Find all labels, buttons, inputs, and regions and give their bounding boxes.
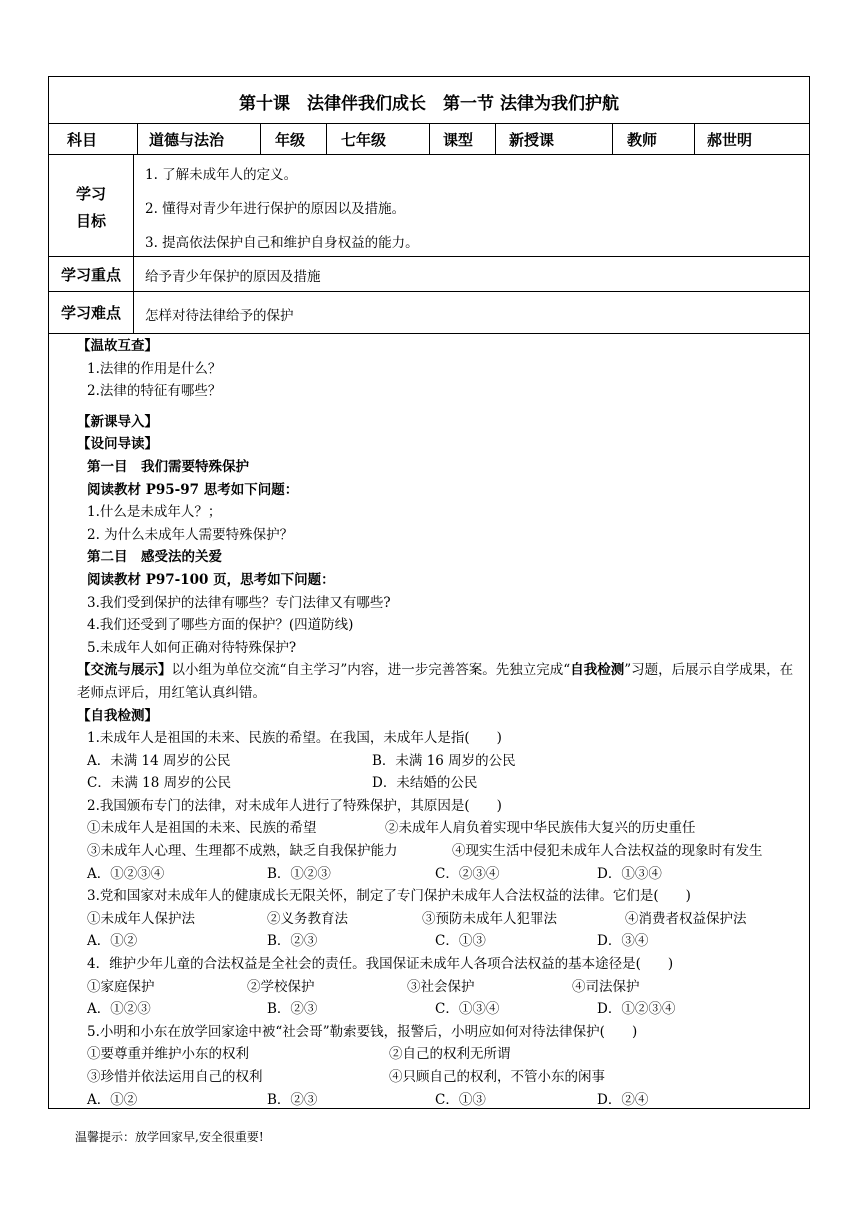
option: A．①② [87,1091,138,1108]
question-stem: 1.未成年人是祖国的未来、民族的希望。在我国，未成年人是指( ) [87,730,502,747]
question-stem: 4．维护少年儿童的合法权益是全社会的责任。我国保证未成年人各项合法权益的基本途径是( ) [87,956,674,973]
review-question: 1.法律的作用是什么？ [87,360,222,377]
statement-row [77,908,807,931]
question-stem: 3.党和国家对未成年人的健康成长无限关怀，制定了专门保护未成年人合法权益的法律。它们是( ) [87,888,691,905]
statement: ②学校保护 [247,978,315,995]
question-stem: 5.小明和小东在放学回家途中被“社会哥”勒索要钱，报警后，小明应如何对待法律保护( ) [87,1023,638,1040]
option: A．①②③④ [87,865,165,882]
option-row [77,863,807,886]
option: D．②④ [597,1091,649,1108]
row-divider [49,256,809,257]
key-point-text: 给予青少年保护的原因及措施 [145,269,321,285]
selfcheck-heading: 【自我检测】 [77,707,158,724]
row-divider [49,333,809,334]
option: D．①②③④ [597,1001,676,1018]
statement: ③珍惜并依法运用自己的权利 [87,1069,263,1085]
statement: ②自己的权利无所谓 [389,1046,511,1063]
guide-heading: 【设问导读】 [77,436,158,453]
goal-item: 2. 懂得对青少年进行保护的原因以及措施。 [145,201,406,217]
option: B．①②③ [267,865,331,882]
teacher-label: 教师 [627,131,658,149]
statement: ①未成年人保护法 [87,910,195,927]
option-row [77,930,807,953]
option: D．③④ [597,933,649,950]
exchange-highlight: 自我检测 [570,662,625,679]
option: A．①② [87,933,138,950]
col-divider [694,123,695,154]
statement: ④司法保护 [572,978,640,995]
difficulty-text: 怎样对待法律给予的保护 [145,308,294,324]
statement: ③预防未成年人犯罪法 [422,910,557,927]
statement-row [77,817,807,840]
part2-question: 5.未成年人如何正确对待特殊保护? [87,639,297,656]
statement-row [77,1066,807,1089]
type-value: 新授课 [509,131,555,149]
option-row [77,772,807,795]
part2-question: 3.我们受到保护的法律有哪些？专门法律又有哪些? [87,594,391,611]
question-stem: 2.我国颁布专门的法律，对未成年人进行了特殊保护，其原因是( ) [87,797,502,814]
statement: ④现实生活中侵犯未成年人合法权益的现象时有发生 [452,843,763,860]
worksheet-table [48,76,810,1109]
statement: ②未成年人肩负着实现中华民族伟大复兴的历史重任 [385,820,696,837]
option: C．①③ [435,933,486,950]
part1-heading: 第一目 我们需要特殊保护 [87,458,249,475]
part2-heading: 第二目 感受法的关爱 [87,549,222,566]
goals-label-line1: 学习 [75,185,106,203]
goal-item: 1. 了解未成年人的定义。 [145,167,298,183]
key-point-label: 学习重点 [60,266,121,284]
option: D．①③④ [597,865,662,882]
part1-reading: 阅读教材 P95-97 思考如下问题： [87,481,299,498]
statement: ①家庭保护 [87,978,155,995]
exchange-text: ”习题，后展示自学成果，在老师点评后，用红笔认真纠错。 [77,662,794,701]
row-divider [49,154,809,155]
review-question: 2.法律的特征有哪些？ [87,383,222,400]
option-row [77,750,807,773]
option: A．未满 14 周岁的公民 [87,752,231,769]
subject-label: 科目 [67,131,98,149]
option: C．未满 18 周岁的公民 [87,775,232,792]
option: B．②③ [267,1091,318,1108]
grade-value: 七年级 [341,131,387,149]
col-divider [326,123,327,154]
statement: ④只顾自己的权利，不管小东的闲事 [389,1069,605,1085]
exchange-text: 以小组为单位交流“自主学习”内容，进一步完善答案。先独立完成“ [171,662,571,679]
col-divider [260,123,261,154]
footer-tip: 温馨提示：放学回家早,安全很重要! [75,1130,264,1144]
col-divider [429,123,430,154]
col-divider [133,154,134,333]
exchange-paragraph [77,659,805,704]
option: C．①③ [435,1091,486,1108]
statement: ②义务教育法 [267,910,348,927]
option-row [77,1089,807,1112]
option: B．②③ [267,1001,318,1018]
statement: ④消费者权益保护法 [625,910,747,927]
row-divider [49,291,809,292]
teacher-value: 郝世明 [707,131,753,149]
statement-row [77,976,807,999]
statement: ①要尊重并维护小东的权利 [87,1046,249,1063]
option: D．未结婚的公民 [372,775,478,792]
col-divider [137,123,138,154]
part2-reading: 阅读教材 P97-100 页，思考如下问题： [87,571,335,588]
option: C．②③④ [435,865,500,882]
grade-label: 年级 [275,131,306,149]
statement: ③社会保护 [407,978,475,995]
option: C．①③④ [435,1001,500,1018]
statement: ③未成年人心理、生理都不成熟，缺乏自我保护能力 [87,843,398,860]
col-divider [612,123,613,154]
part1-question: 1.什么是未成年人？； [87,504,222,521]
statement-row [77,1043,807,1066]
exchange-heading: 【交流与展示】 [77,662,172,679]
option: B．②③ [267,933,318,950]
statement: ①未成年人是祖国的未来、民族的希望 [87,820,317,837]
review-heading: 【温故互查】 [77,338,158,354]
page-title: 第十课 法律伴我们成长 第一节 法律为我们护航 [239,94,619,114]
subject-value: 道德与法治 [149,131,225,149]
goal-item: 3. 提高依法保护自己和维护自身权益的能力。 [145,235,419,251]
type-label: 课型 [443,131,474,149]
lesson-body [77,335,807,1111]
col-divider [495,123,496,154]
part2-question: 4.我们还受到了哪些方面的保护？(四道防线) [87,617,354,634]
difficulty-label: 学习难点 [60,304,121,322]
part1-question: 2. 为什么未成年人需要特殊保护？ [87,526,294,543]
option: B．未满 16 周岁的公民 [372,752,516,769]
option-row [77,998,807,1021]
intro-heading: 【新课导入】 [77,413,158,430]
statement-row [77,840,807,863]
option: A．①②③ [87,1001,151,1018]
goals-label-line2: 目标 [75,212,106,230]
